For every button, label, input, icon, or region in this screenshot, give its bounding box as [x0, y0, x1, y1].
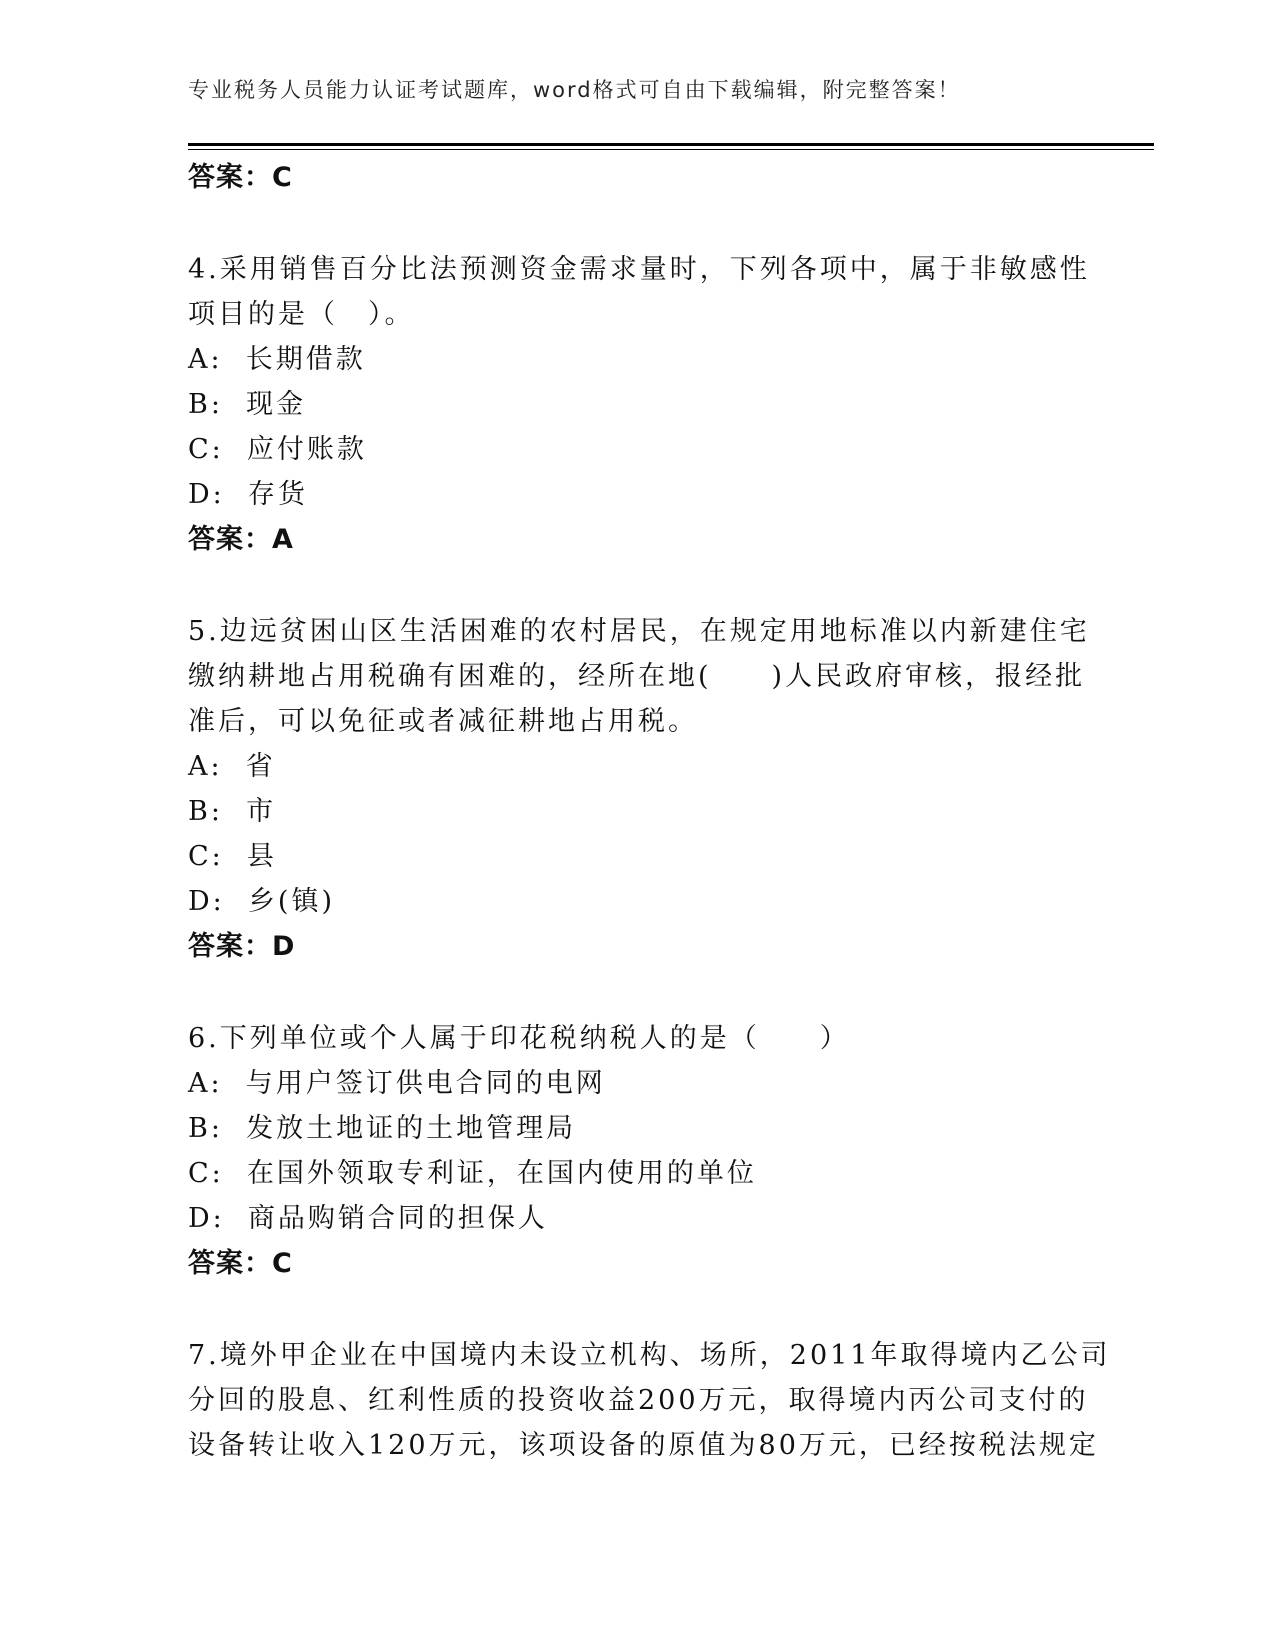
document-body [188, 155, 1111, 1468]
option-line: D: 商品购销合同的担保人 [188, 1203, 548, 1234]
question-text-line: 项目的是（ ）。 [188, 299, 415, 330]
option-line: D: 存货 [188, 479, 308, 510]
option-line: C: 在国外领取专利证，在国内使用的单位 [188, 1158, 757, 1189]
answer-line: 答案：C [188, 1248, 293, 1279]
block-gap [188, 562, 1088, 609]
option-line: C: 县 [188, 841, 277, 872]
question-text-line: 7.境外甲企业在中国境内未设立机构、场所，2011年取得境内乙公司 [188, 1340, 1111, 1371]
question-text-line: 5.边远贫困山区生活困难的农村居民，在规定用地标准以内新建住宅 [188, 616, 1090, 647]
option-line: B: 现金 [188, 389, 307, 420]
block-gap [188, 1286, 1088, 1333]
question-text-line: 分回的股息、红利性质的投资收益200万元，取得境内丙公司支付的 [188, 1385, 1089, 1416]
option-line: A: 省 [188, 751, 276, 782]
option-line: A: 长期借款 [188, 344, 366, 375]
option-line: B: 发放土地证的土地管理局 [188, 1113, 577, 1144]
option-line: C: 应付账款 [188, 434, 367, 465]
header-rule-thin [188, 149, 1154, 150]
option-line: B: 市 [188, 796, 277, 827]
answer-line: 答案：C [188, 162, 293, 193]
option-line: A: 与用户签订供电合同的电网 [188, 1068, 606, 1099]
question-text-line: 准后，可以免征或者减征耕地占用税。 [188, 706, 698, 737]
answer-line: 答案：A [188, 524, 294, 555]
block-gap [188, 200, 1088, 247]
question-text-line: 4.采用销售百分比法预测资金需求量时，下列各项中，属于非敏感性 [188, 254, 1090, 285]
question-text-line: 缴纳耕地占用税确有困难的，经所在地( )人民政府审核，报经批 [188, 661, 1086, 692]
block-gap [188, 969, 1088, 1016]
option-line: D: 乡(镇) [188, 886, 335, 917]
answer-line: 答案：D [188, 931, 296, 962]
question-text-line: 设备转让收入120万元，该项设备的原值为80万元，已经按税法规定 [188, 1430, 1099, 1461]
header-rule-thick [188, 143, 1154, 146]
page-header: 专业税务人员能力认证考试题库，word格式可自由下载编辑，附完整答案！ [188, 78, 961, 102]
question-text-line: 6.下列单位或个人属于印花税纳税人的是（ ） [188, 1023, 850, 1054]
